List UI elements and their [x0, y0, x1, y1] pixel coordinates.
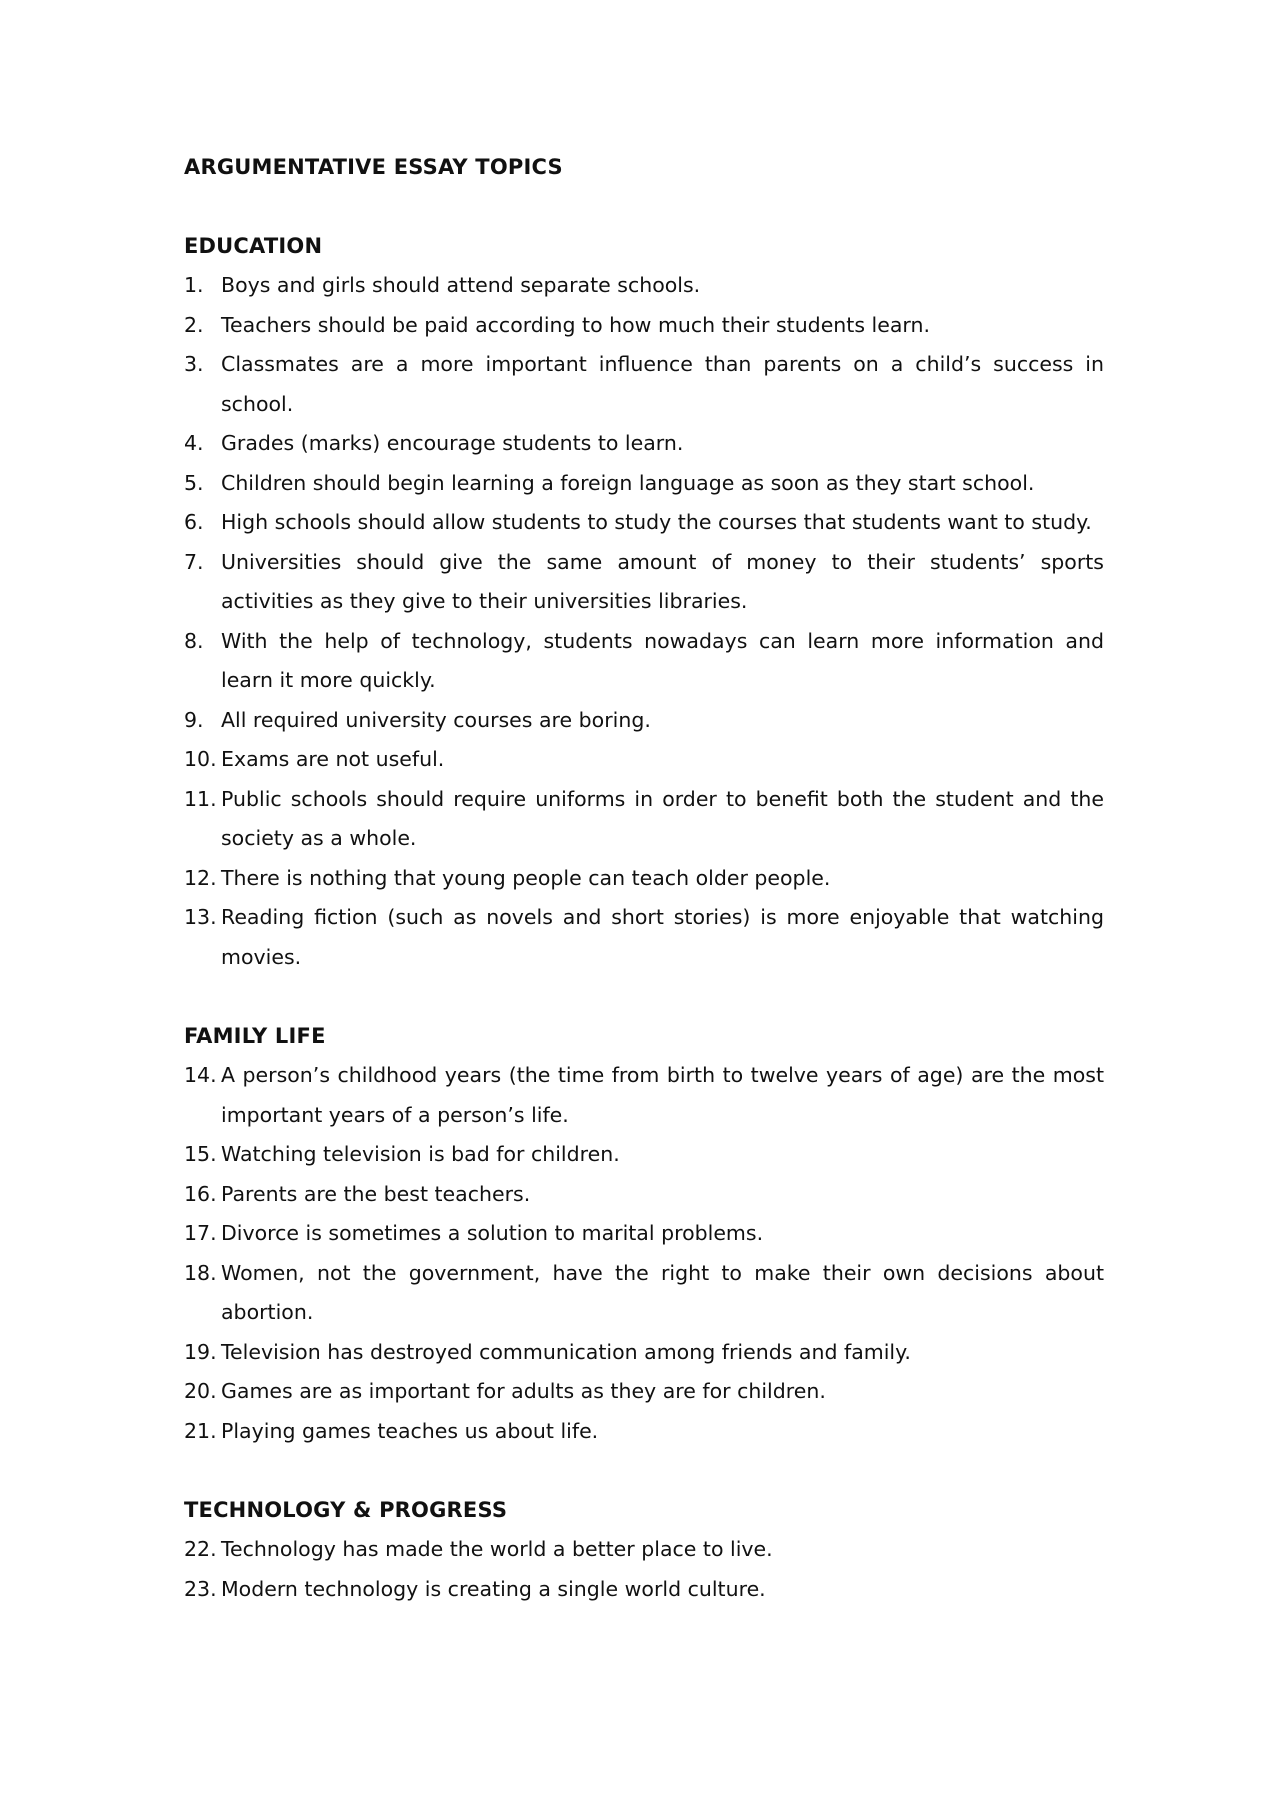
- list-item: [184, 1254, 1104, 1333]
- item-text: Grades (marks) encourage students to learn.: [221, 431, 684, 455]
- item-text: Games are as important for adults as they are for children.: [221, 1379, 826, 1403]
- section-technology-progress: [184, 1491, 1104, 1609]
- list-item: [184, 306, 1104, 346]
- item-number: 11.: [184, 786, 217, 811]
- list-item: [184, 1214, 1104, 1254]
- item-text: A person’s childhood years (the time from birth to twelve years of age) are the most important years of a person’s life.: [221, 1063, 1104, 1127]
- item-number: 22.: [184, 1537, 217, 1561]
- topic-list: [184, 266, 1104, 977]
- list-item: [184, 701, 1104, 741]
- item-number: 14.: [184, 1063, 217, 1087]
- item-number: 2.: [184, 312, 204, 337]
- item-text: With the help of technology, students nowadays can learn more information and learn it more quickly.: [221, 628, 1104, 692]
- list-item: [184, 503, 1104, 543]
- item-number: 20.: [184, 1379, 217, 1403]
- item-text: Teachers should be paid according to how much their students learn.: [221, 312, 930, 337]
- item-text: All required university courses are boring.: [221, 707, 651, 732]
- item-text: Children should begin learning a foreign language as soon as they start school.: [221, 470, 1035, 495]
- item-text: There is nothing that young people can teach older people.: [221, 865, 831, 890]
- item-text: Technology has made the world a better place to live.: [221, 1537, 773, 1561]
- item-number: 5.: [184, 470, 204, 495]
- list-item: [184, 345, 1104, 424]
- section-heading: EDUCATION: [184, 234, 323, 258]
- item-text: Public schools should require uniforms in order to benefit both the student and the society as a whole.: [221, 786, 1104, 850]
- item-number: 17.: [184, 1221, 217, 1245]
- list-item: [184, 543, 1104, 622]
- list-item: [184, 1175, 1104, 1215]
- item-number: 18.: [184, 1260, 217, 1285]
- list-item: [184, 622, 1104, 701]
- item-number: 8.: [184, 628, 204, 653]
- list-item: [184, 424, 1104, 464]
- item-text: Universities should give the same amount of money to their students’ sports activities as they give to their universities libraries.: [221, 549, 1104, 613]
- item-text: Divorce is sometimes a solution to marital problems.: [221, 1221, 764, 1245]
- list-item: [184, 1570, 1104, 1610]
- item-text: Modern technology is creating a single world culture.: [221, 1576, 766, 1601]
- list-item: [184, 1333, 1104, 1373]
- item-number: 23.: [184, 1576, 217, 1601]
- item-text: Boys and girls should attend separate schools.: [221, 273, 701, 297]
- item-number: 21.: [184, 1418, 217, 1443]
- item-text: Exams are not useful.: [221, 747, 445, 771]
- item-number: 3.: [184, 352, 204, 376]
- section-family-life: [184, 1017, 1104, 1451]
- topic-list: [184, 1530, 1104, 1609]
- list-item: [184, 859, 1104, 899]
- list-item: [184, 1135, 1104, 1175]
- item-number: 1.: [184, 273, 204, 297]
- section-education: [184, 227, 1104, 977]
- section-heading: FAMILY LIFE: [184, 1024, 326, 1048]
- item-number: 7.: [184, 549, 204, 574]
- item-text: Playing games teaches us about life.: [221, 1418, 599, 1443]
- topic-list: [184, 1056, 1104, 1451]
- item-number: 13.: [184, 905, 217, 929]
- list-item: [184, 898, 1104, 977]
- list-item: [184, 464, 1104, 504]
- item-number: 6.: [184, 510, 204, 534]
- item-number: 12.: [184, 865, 217, 890]
- list-item: [184, 1530, 1104, 1570]
- item-text: Women, not the government, have the right to make their own decisions about abortion.: [221, 1260, 1104, 1324]
- item-text: Watching television is bad for children.: [221, 1142, 620, 1166]
- list-item: [184, 1372, 1104, 1412]
- item-number: 9.: [184, 707, 204, 732]
- document-page: [184, 148, 1104, 1609]
- item-number: 15.: [184, 1142, 217, 1166]
- item-text: Parents are the best teachers.: [221, 1181, 531, 1206]
- list-item: [184, 780, 1104, 859]
- list-item: [184, 740, 1104, 780]
- item-text: Classmates are a more important influence than parents on a child’s success in school.: [221, 352, 1104, 416]
- item-number: 10.: [184, 747, 217, 771]
- item-number: 16.: [184, 1181, 217, 1206]
- section-heading: TECHNOLOGY & PROGRESS: [184, 1498, 508, 1522]
- item-number: 19.: [184, 1339, 217, 1364]
- item-number: 4.: [184, 431, 204, 455]
- item-text: High schools should allow students to study the courses that students want to study.: [221, 510, 1092, 534]
- list-item: [184, 1056, 1104, 1135]
- document-title: ARGUMENTATIVE ESSAY TOPICS: [184, 155, 563, 179]
- list-item: [184, 1412, 1104, 1452]
- item-text: Television has destroyed communication among friends and family.: [221, 1339, 911, 1364]
- item-text: Reading fiction (such as novels and short stories) is more enjoyable that watching movies.: [221, 905, 1104, 969]
- list-item: [184, 266, 1104, 306]
